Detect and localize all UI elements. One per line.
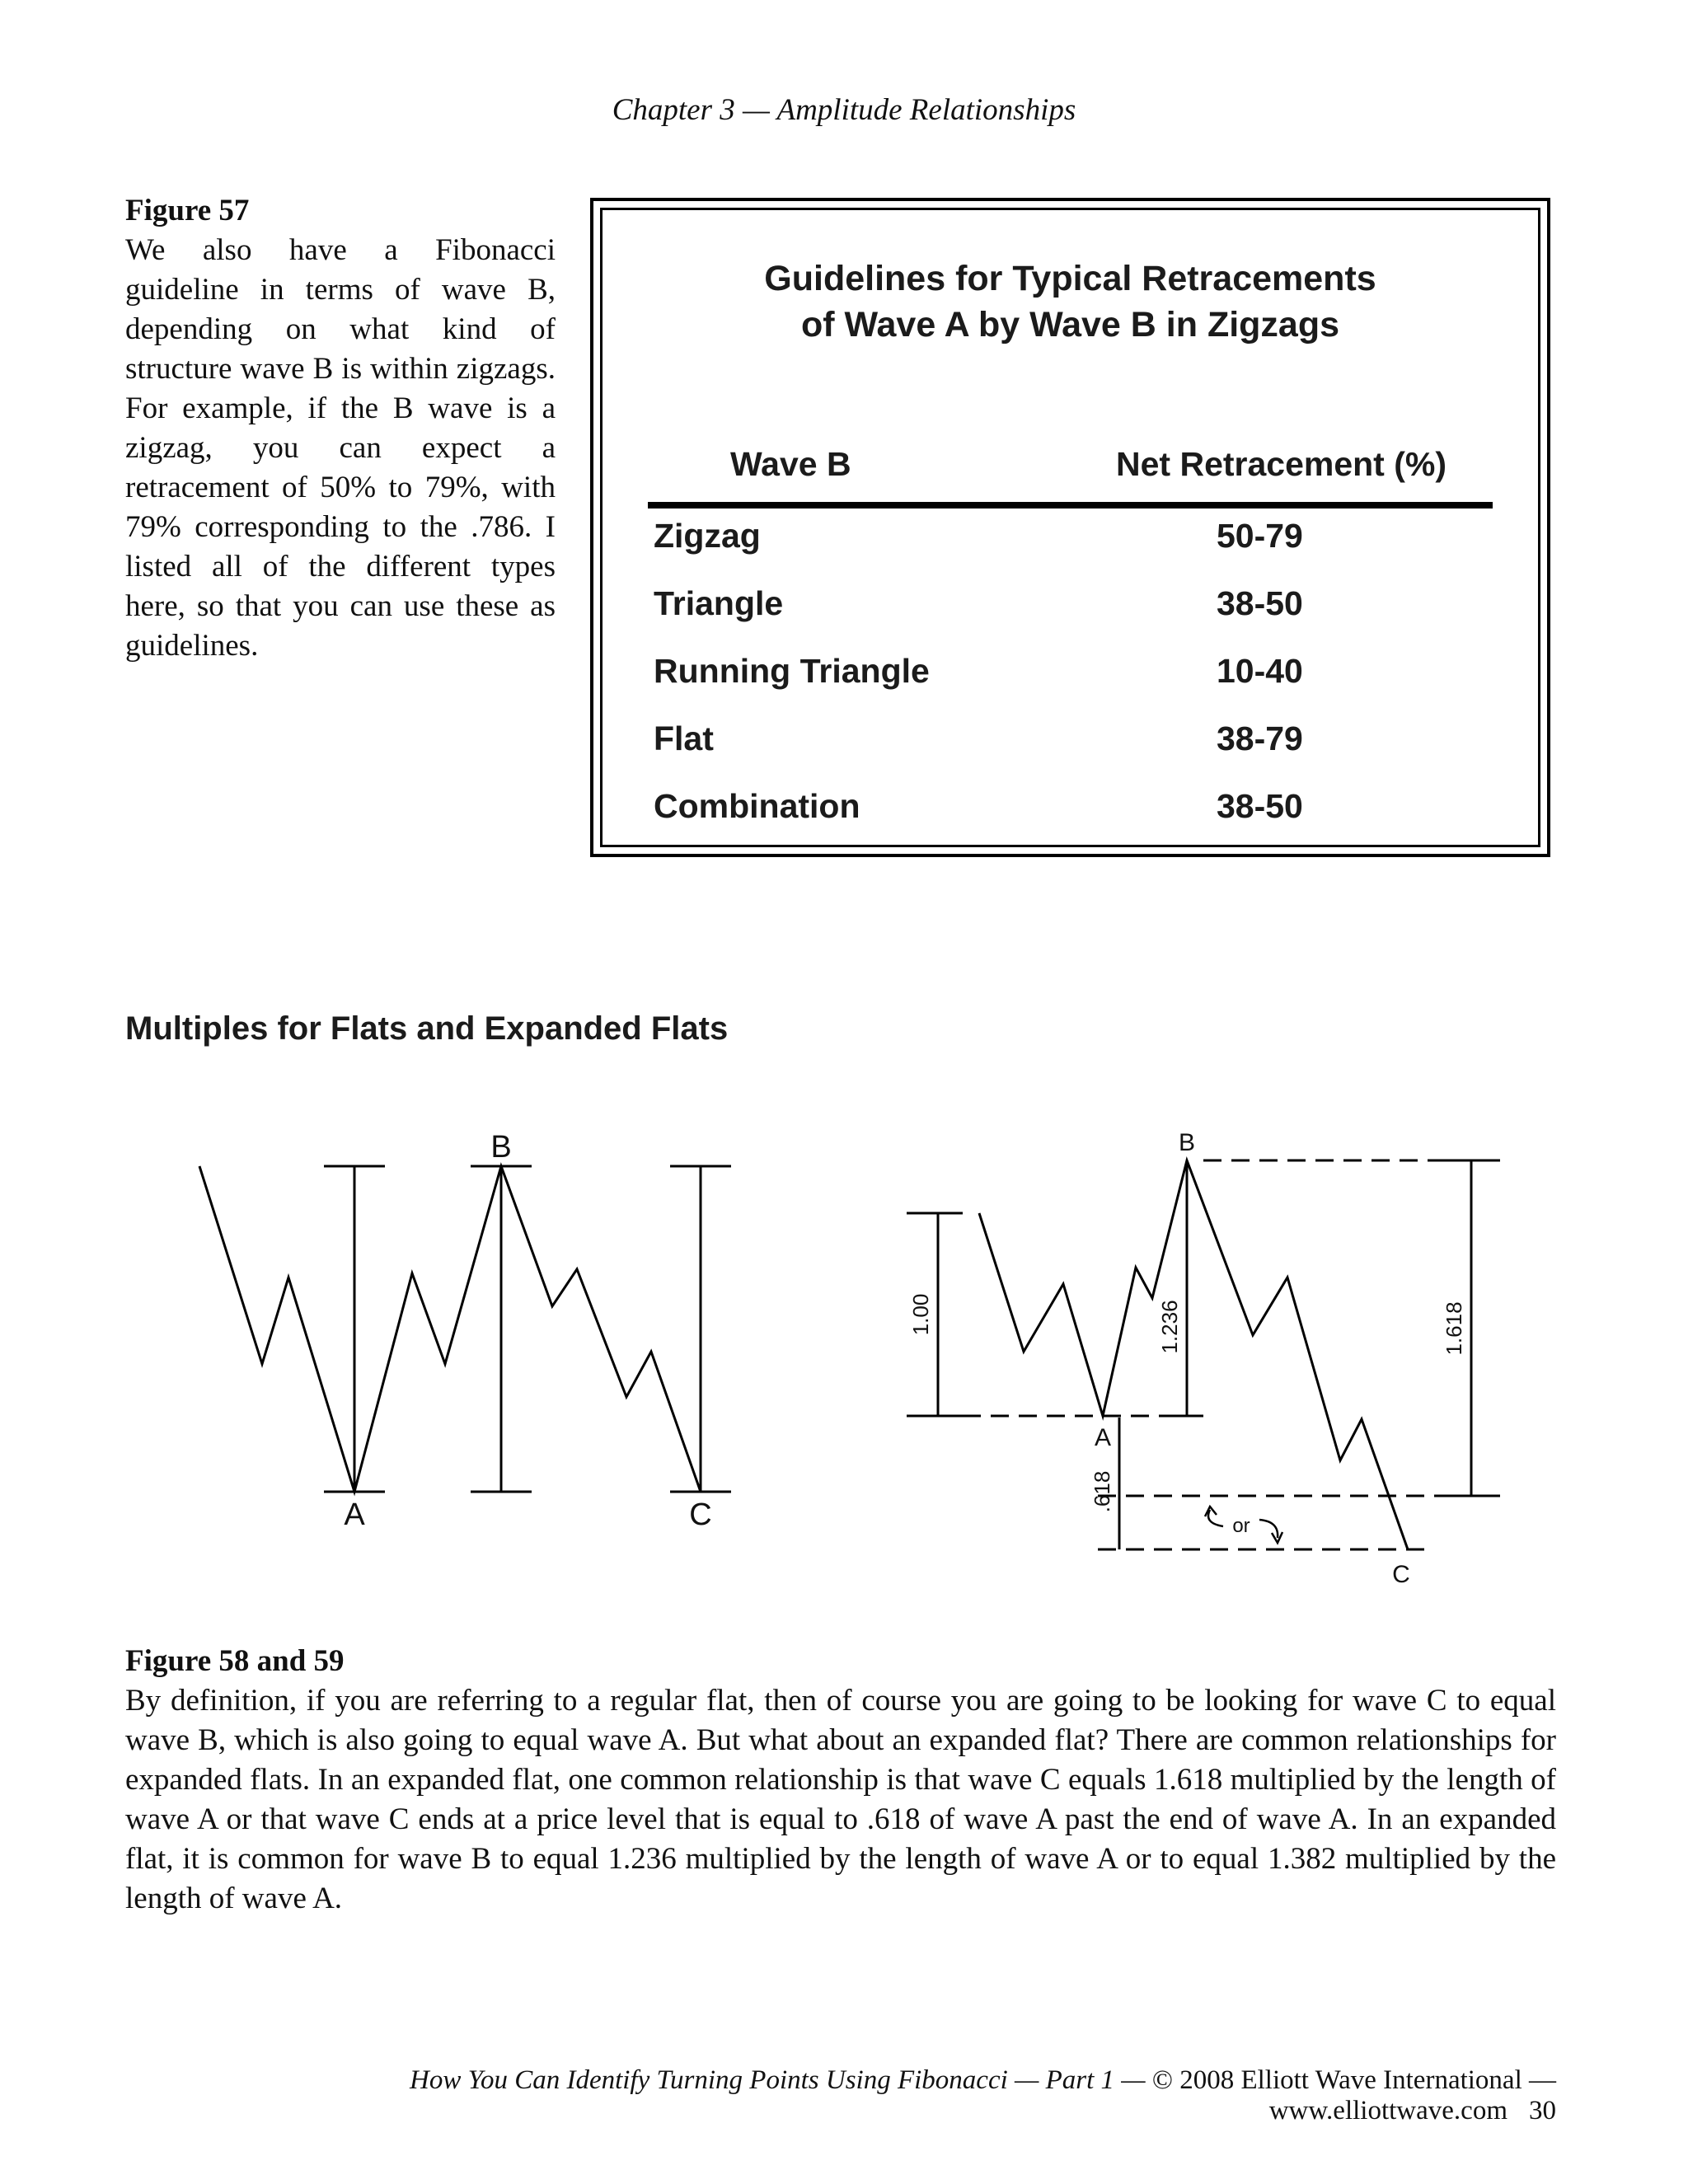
table-cell-wave: Zigzag	[654, 517, 761, 555]
table-cell-retracement: 38-50	[1217, 787, 1303, 825]
measure-label-1618: 1.618	[1442, 1301, 1466, 1356]
table-cell-retracement: 38-50	[1217, 584, 1303, 622]
footer-copyright: © 2008 Elliott Wave International — www.elliottwave.com	[1145, 2065, 1556, 2125]
running-header: Chapter 3 — Amplitude Relationships	[612, 93, 1076, 127]
table-title	[603, 255, 1538, 348]
table-cell-wave: Running Triangle	[654, 652, 930, 690]
column-header-wave-b: Wave B	[730, 445, 851, 483]
table-cell-wave: Triangle	[654, 584, 784, 622]
page-number: 30	[1529, 2096, 1556, 2125]
or-arrow-up-head	[1205, 1507, 1217, 1516]
point-label-b: B	[490, 1130, 512, 1165]
retracement-table	[590, 198, 1550, 857]
table-cell-wave: Flat	[654, 719, 714, 757]
table-header-rule	[648, 502, 1493, 509]
table-inner-frame	[600, 208, 1540, 847]
point-label-c: C	[689, 1497, 712, 1532]
measure-label-618: .618	[1090, 1470, 1114, 1513]
measure-label-1236: 1.236	[1157, 1300, 1182, 1354]
table-header-row	[603, 445, 1538, 494]
measure-label-100: 1.00	[908, 1293, 933, 1336]
point-label-c: C	[1392, 1561, 1410, 1588]
table-cell-retracement: 38-79	[1217, 719, 1303, 757]
section-heading: Multiples for Flats and Expanded Flats	[125, 1010, 729, 1047]
table-cell-retracement: 10-40	[1217, 652, 1303, 690]
point-label-a: A	[344, 1497, 365, 1532]
point-label-a: A	[1094, 1424, 1112, 1451]
figure-58-59-caption: Figure 58 and 59	[125, 1644, 345, 1678]
expanded-flat-wave-path	[979, 1160, 1408, 1549]
figure-57-caption: Figure 57	[125, 194, 250, 227]
table-title-line-1: Guidelines for Typical Retracements	[764, 259, 1376, 298]
or-arrow-down	[1259, 1520, 1278, 1538]
footer-book-title: How You Can Identify Turning Points Using Fibonacci — Part 1 —	[410, 2065, 1146, 2095]
table-title-line-2: of Wave A by Wave B in Zigzags	[800, 305, 1340, 344]
regular-flat-wave-path	[199, 1166, 701, 1492]
figure-58-59-text: By definition, if you are referring to a regular flat, then of course you are going to be looking for wave C to equal wave B, which is also going to equal wave A. But what about an expanded flat? There are common relationships for expanded flats. In an expanded flat, one common relationship is that wave C equals 1.618 multiplied by the length of wave A or that wave C ends at a price level that is equal to .618 of wave A past the end of wave A. In an expanded flat, it is common for wave B to equal 1.236 multiplied by the length of wave A or to equal 1.382 multiplied by the length of wave A.	[125, 1684, 1556, 1915]
table-cell-retracement: 50-79	[1217, 517, 1303, 555]
figure-57-text: We also have a Fibonacci guideline in terms of wave B, depending on what kind of structure wave B is within zigzags. For example, if the B wave is a zigzag, you can expect a retracement of 50% to 79%, with 79% corresponding to the .786. I listed all of the different types here, so that you can use these as guidelines.	[125, 233, 556, 663]
figure-57-block	[125, 191, 556, 666]
column-header-net-retracement: Net Retracement (%)	[1116, 445, 1447, 483]
figure-58-59-block	[125, 1642, 1556, 1919]
regular-flat-diagram	[165, 1121, 758, 1549]
expanded-flat-diagram	[890, 1121, 1525, 1599]
page-footer	[125, 2065, 1556, 2126]
table-cell-wave: Combination	[654, 787, 860, 825]
or-label: or	[1232, 1515, 1250, 1537]
point-label-b: B	[1178, 1129, 1196, 1156]
